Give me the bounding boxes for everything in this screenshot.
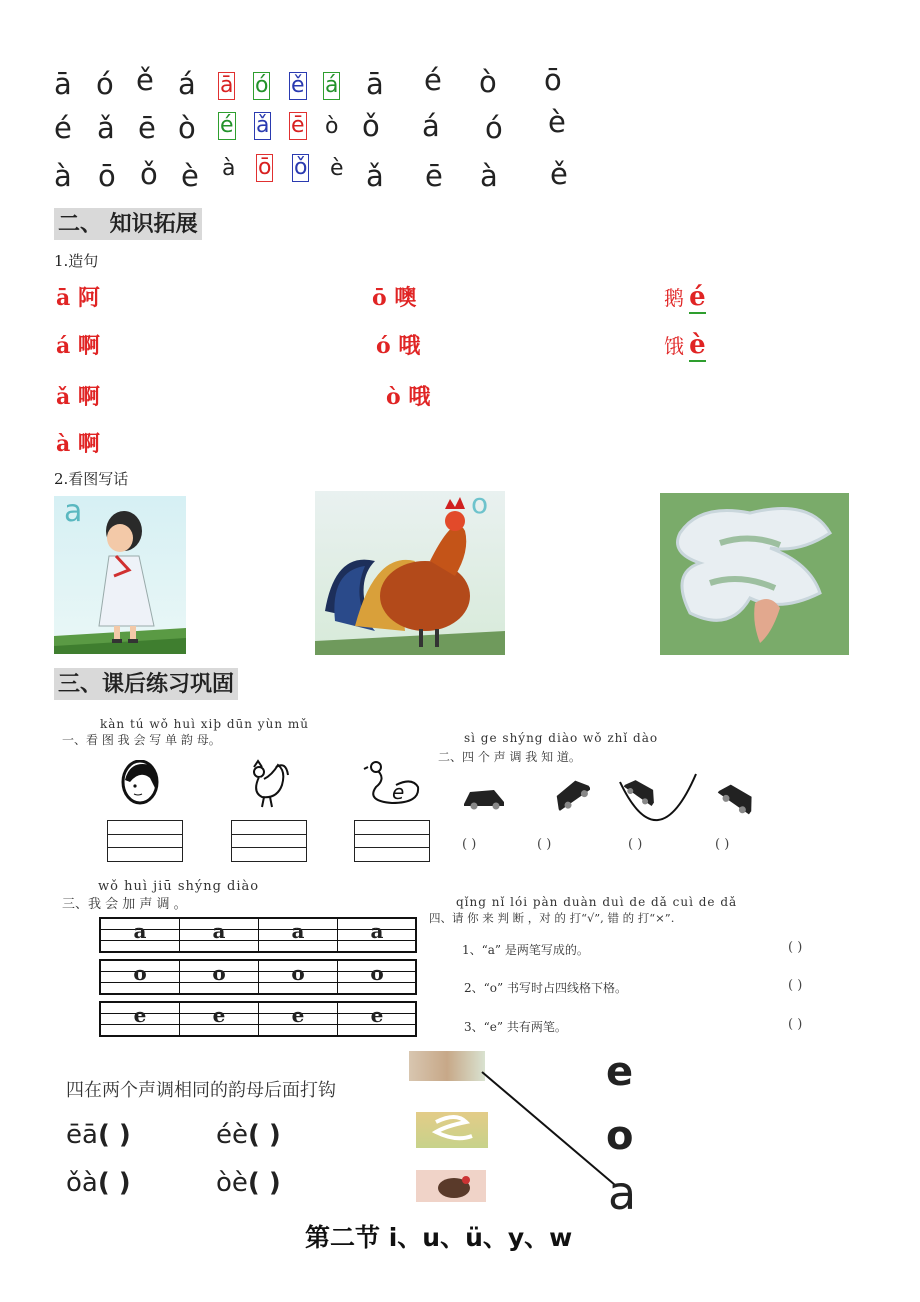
writing-box[interactable]: [107, 820, 183, 862]
exercise-instruction: 一、看 图 我 会 写 单 韵 母。: [62, 733, 221, 747]
sub-heading: 1.造句: [54, 252, 99, 270]
tone-letter: ō: [544, 63, 562, 97]
svg-text:e: e: [392, 780, 405, 804]
girl-face-icon: [120, 760, 160, 806]
answer-parenthesis[interactable]: ( ): [628, 837, 643, 852]
tone-letter: ǎ: [97, 111, 115, 145]
tone-letter: è: [330, 156, 344, 181]
goose-small-picture[interactable]: [416, 1112, 488, 1148]
word-example: á 啊: [56, 333, 100, 359]
word-example: ò 哦: [386, 384, 431, 410]
tone-letter: ō: [98, 159, 116, 193]
four-line-grid-a[interactable]: a a a a: [99, 917, 417, 953]
word-example: 饿 è: [664, 330, 706, 360]
tone-letter: è: [548, 105, 566, 139]
judgement-statement: 3、“e” 共有两笔。: [464, 1020, 567, 1034]
exercise-instruction: 四在两个声调相同的韵母后面打钩: [66, 1080, 336, 1101]
four-line-grid-e[interactable]: e e e e: [99, 1001, 417, 1037]
four-line-grid-o[interactable]: o o o o: [99, 959, 417, 995]
swan-icon: [362, 757, 422, 807]
word-example: 鹅 é: [664, 282, 706, 312]
pinyin-line: kàn tú wǒ huì xiþ dūn yùn mǔ: [100, 717, 309, 731]
section-heading: 三、课后练习巩固: [54, 668, 238, 700]
match-letter[interactable]: a: [608, 1166, 637, 1220]
exercise-instruction: 四、请 你 来 判 断 ，对 的 打“√”, 错 的 打“×”.: [429, 911, 675, 925]
pinyin-line: wǒ huì jiū shýng diào: [98, 879, 260, 894]
car-falling-icon: [716, 780, 756, 816]
tone-letter: ě: [550, 157, 568, 191]
boxed-tone-letter: ě: [291, 73, 305, 98]
tone-letter: á: [178, 67, 196, 101]
pinyin-line: qǐng nǐ lói pàn duàn duì de dǎ cuì de dǎ: [456, 895, 738, 909]
boxed-tone-letter: ō: [258, 155, 272, 180]
tone-letter: à: [54, 159, 72, 193]
word-example: ó 哦: [376, 333, 421, 359]
goose-picture: [660, 493, 849, 655]
rooster-picture: o: [315, 491, 505, 655]
tone-letter: è: [181, 159, 199, 193]
boxed-tone-letter: ā: [220, 73, 234, 98]
tone-letter: ē: [425, 159, 443, 193]
answer-parenthesis[interactable]: ( ): [788, 1017, 803, 1032]
tone-letter: ā: [54, 67, 72, 101]
next-section-title: 第二节 i、u、ü、y、w: [305, 1223, 573, 1252]
tone-letter: ǒ: [140, 157, 158, 191]
tone-letter: ò: [479, 65, 497, 99]
tone-letter: à: [480, 159, 498, 193]
tone-letter: ò: [178, 111, 196, 145]
tone-letter: á: [422, 109, 440, 143]
car-dip-icon: [618, 772, 698, 824]
tone-letter: ó: [96, 67, 114, 101]
answer-parenthesis[interactable]: ( ): [715, 837, 730, 852]
tone-letter: ā: [366, 67, 384, 101]
boxed-tone-letter: á: [325, 73, 339, 98]
section-heading: 二、 知识拓展: [54, 208, 202, 240]
tone-pair-item: òè( ): [216, 1168, 281, 1198]
rooster-small-picture[interactable]: [416, 1170, 486, 1202]
word-example: ō 噢: [372, 285, 417, 311]
judgement-statement: 1、“a” 是两笔写成的。: [462, 943, 589, 957]
tone-letter: à: [222, 156, 236, 181]
tone-letter: ò: [325, 114, 339, 139]
answer-parenthesis[interactable]: ( ): [462, 837, 477, 852]
tone-letter: ě: [136, 63, 154, 97]
word-example: ā 阿: [56, 285, 100, 311]
boxed-tone-letter: é: [220, 113, 234, 138]
car-rising-icon: [550, 776, 590, 812]
answer-parenthesis[interactable]: ( ): [788, 978, 803, 993]
boxed-tone-letter: ǒ: [294, 155, 308, 180]
tone-letter: ó: [485, 111, 503, 145]
tone-letter: ē: [138, 111, 156, 145]
match-letter[interactable]: e: [606, 1049, 634, 1095]
writing-box[interactable]: [354, 820, 430, 862]
tone-pair-item: ēā( ): [66, 1120, 131, 1150]
exercise-instruction: 二、四 个 声 调 我 知 道。: [438, 750, 581, 764]
judgement-statement: 2、“o” 书写时占四线格下格。: [464, 981, 627, 995]
people-picture[interactable]: [409, 1051, 485, 1081]
boxed-tone-letter: ǎ: [256, 113, 270, 138]
tone-letter: é: [54, 111, 72, 145]
writing-box[interactable]: [231, 820, 307, 862]
sub-heading: 2.看图写话: [54, 470, 129, 488]
word-example: ǎ 啊: [56, 384, 100, 410]
answer-parenthesis[interactable]: ( ): [537, 837, 552, 852]
match-letter[interactable]: o: [606, 1113, 634, 1159]
word-example: à 啊: [56, 431, 100, 457]
tone-pair-item: éè( ): [216, 1120, 281, 1150]
tone-letter: é: [424, 63, 442, 97]
girl-picture: a: [54, 496, 186, 654]
tone-letter: ǒ: [362, 109, 380, 143]
boxed-tone-letter: ē: [291, 113, 305, 138]
answer-parenthesis[interactable]: ( ): [788, 940, 803, 955]
pinyin-line: sì ge shýng diào wǒ zhǐ dào: [464, 731, 659, 745]
rooster-icon: [242, 757, 290, 809]
matching-line: [480, 1070, 620, 1190]
car-flat-icon: [462, 784, 506, 810]
tone-pair-item: ǒà( ): [66, 1168, 131, 1198]
exercise-instruction: 三、我 会 加 声 调 。: [62, 897, 187, 912]
tone-letter: ǎ: [366, 159, 384, 193]
boxed-tone-letter: ó: [255, 73, 269, 98]
